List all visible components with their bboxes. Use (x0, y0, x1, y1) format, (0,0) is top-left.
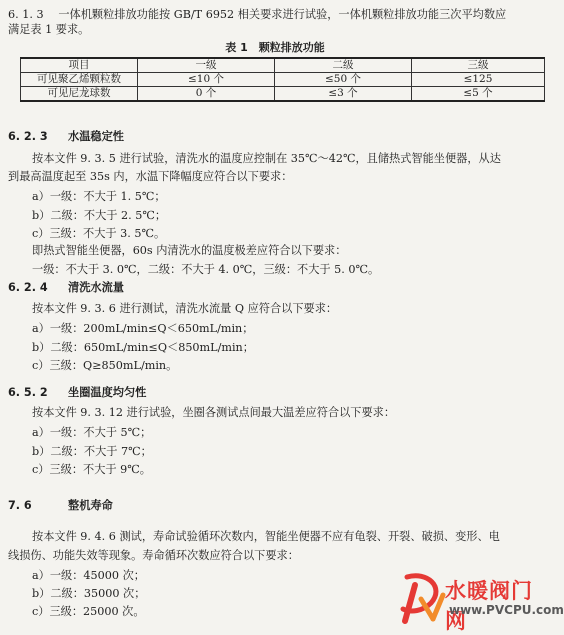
table-row (21, 73, 545, 87)
table-header-item: 项目 (21, 58, 138, 73)
table-header-level3: 三级 (412, 58, 545, 73)
table-cell: 0 个 (138, 87, 275, 102)
pv-logo-icon (393, 573, 445, 624)
section-heading-652 (8, 386, 146, 400)
watermark-brand: 水暖阀门网 (445, 579, 533, 633)
list-item: c）三级：Q≥850mL/min。 (32, 359, 178, 372)
list-item: a）一级：不大于 5℃； (32, 426, 152, 439)
paragraph: 线损伤、功能失效等现象。寿命循环次数应符合以下要求： (8, 549, 299, 562)
particle-emission-table (20, 57, 545, 102)
list-item: b）二级：不大于 7℃； (32, 445, 152, 458)
paragraph: 即热式智能坐便器，60s 内清洗水的温度极差应符合以下要求： (32, 244, 347, 257)
section-heading-623 (8, 130, 124, 144)
table-cell: ≤10 个 (138, 73, 275, 87)
list-item: b）二级：不大于 2. 5℃； (32, 209, 167, 222)
list-item: b）二级：650mL/min≤Q＜850mL/min； (32, 341, 254, 354)
table-cell: 可见聚乙烯颗粒数 (21, 73, 138, 87)
section-title: 整机寿命 (68, 499, 113, 512)
table-cell: ≤125 (412, 73, 545, 87)
section-number: 6. 5. 2 (8, 386, 48, 399)
s613-line1: 6. 1. 3 一体机颗粒排放功能按 GB/T 6952 相关要求进行试验，一体机颗粒排放功能三次平均数应 (8, 8, 507, 21)
table-cell: 可见尼龙球数 (21, 87, 138, 102)
paragraph: 按本文件 9. 4. 6 测试，寿命试验循环次数内，智能坐便器不应有龟裂、开裂、破损、变形、电 (32, 530, 500, 543)
list-item: c）三级：不大于 9℃。 (32, 463, 151, 476)
paragraph: 按本文件 9. 3. 6 进行测试，清洗水流量 Q 应符合以下要求： (32, 302, 338, 315)
table-header-row (21, 58, 545, 73)
section-title: 清洗水流量 (68, 281, 124, 294)
list-item: c）三级：不大于 3. 5℃。 (32, 227, 166, 240)
paragraph: 按本文件 9. 3. 5 进行试验，清洗水的温度应控制在 35℃～42℃，且储热式智能坐便器，从达 (32, 152, 501, 165)
list-item: b）二级：35000 次； (32, 587, 146, 600)
section-number: 6. 2. 3 (8, 130, 48, 143)
paragraph: 一级：不大于 3. 0℃，二级：不大于 4. 0℃，三级：不大于 5. 0℃。 (32, 263, 380, 276)
list-item: a）一级：45000 次； (32, 569, 145, 582)
list-item: a）一级：不大于 1. 5℃； (32, 190, 166, 203)
watermark-url: www.PVCPU.com (449, 603, 564, 617)
section-title: 坐圈温度均匀性 (68, 386, 147, 399)
table-cell: ≤3 个 (275, 87, 412, 102)
s613-line2: 满足表 1 要求。 (8, 23, 90, 36)
table-cell: ≤50 个 (275, 73, 412, 87)
list-item: c）三级：25000 次。 (32, 605, 145, 618)
table-header-level2: 二级 (275, 58, 412, 73)
paragraph: 按本文件 9. 3. 12 进行试验，坐圈各测试点间最大温差应符合以下要求： (32, 406, 396, 419)
paragraph: 到最高温度起至 35s 内，水温下降幅度应符合以下要求： (8, 170, 293, 183)
table-cell: ≤5 个 (412, 87, 545, 102)
section-number: 6. 2. 4 (8, 281, 48, 294)
table-header-level1: 一级 (138, 58, 275, 73)
table-row (21, 87, 545, 102)
section-number: 7. 6 (8, 499, 32, 512)
section-heading-76 (8, 499, 113, 513)
list-item: a）一级：200mL/min≤Q＜650mL/min； (32, 322, 254, 335)
section-title: 水温稳定性 (68, 130, 124, 143)
section-heading-624 (8, 281, 124, 295)
site-watermark (393, 573, 564, 633)
table-caption: 表 1 颗粒排放功能 (225, 41, 325, 54)
